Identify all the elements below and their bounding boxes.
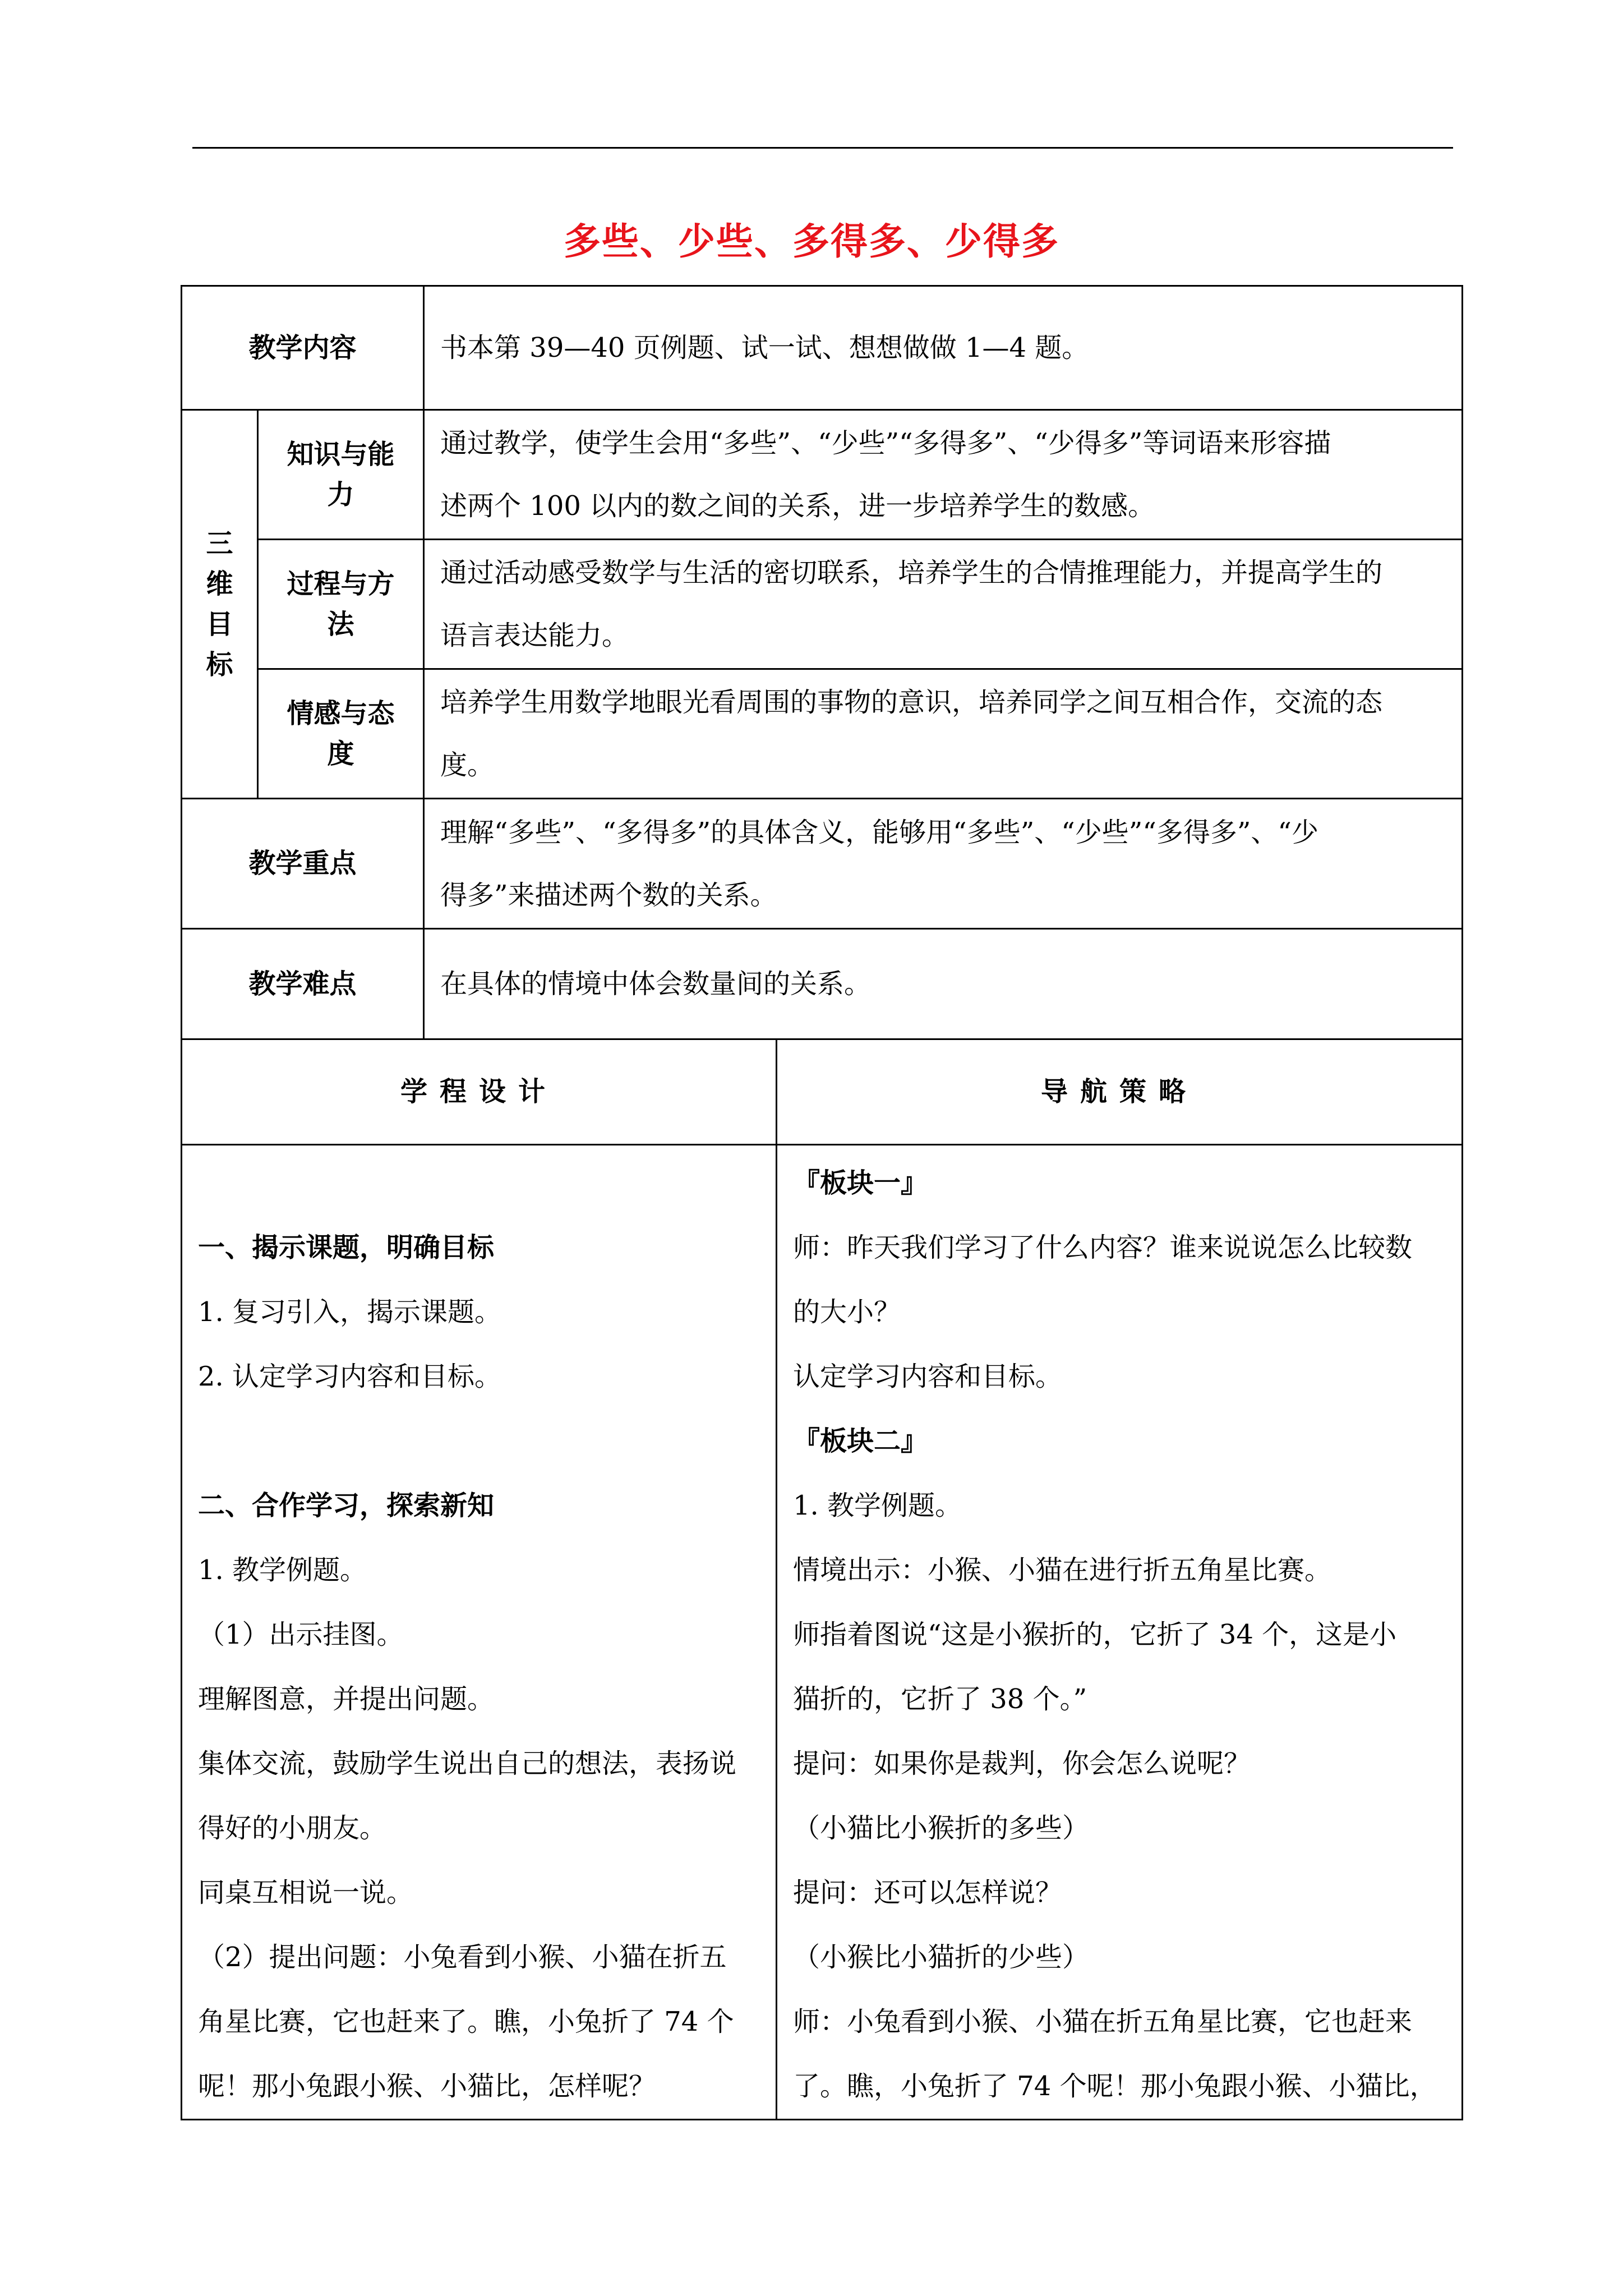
- difficulty-label: 教学难点: [182, 929, 424, 1039]
- text-line: 师：昨天我们学习了什么内容？谁来说说怎么比较数: [793, 1232, 1413, 1263]
- section-heading: 二、合作学习，探索新知: [198, 1490, 495, 1521]
- block-heading: 『板块一』: [793, 1167, 928, 1199]
- text-line: （小猴比小猫折的少些）: [793, 1941, 1090, 1973]
- text-line: 1. 复习引入，揭示课题。: [198, 1296, 502, 1328]
- text-line: 提问：还可以怎样说？: [793, 1877, 1063, 1908]
- text-line: 猫折的，它折了 38 个。”: [793, 1683, 1087, 1715]
- goal-row-knowledge: [182, 410, 1463, 540]
- content-row: [182, 286, 1463, 410]
- goal-row-process: [182, 540, 1463, 669]
- goals-label: [182, 410, 258, 799]
- text-line: 师：小兔看到小猴、小猫在折五角星比赛，它也赶来: [793, 2006, 1413, 2037]
- text-line: 通过教学，使学生会用“多些”、“少些”“多得多”、“少得多”等词语来形容描: [440, 427, 1331, 459]
- text-line: 理解图意，并提出问题。: [198, 1683, 495, 1715]
- design-body-row: [182, 1145, 1463, 2120]
- text-line: 同桌互相说一说。: [198, 1877, 414, 1908]
- navigation-strategy-column: [777, 1145, 1463, 2120]
- difficulty-text: 在具体的情境中体会数量间的关系。: [424, 929, 1463, 1039]
- goal-label-line: 知识与能: [287, 439, 395, 470]
- goal-text-knowledge: [424, 410, 1463, 540]
- document-title: 多些、少些、多得多、少得多: [564, 219, 1059, 263]
- text-line: 情境出示：小猴、小猫在进行折五角星比赛。: [793, 1554, 1332, 1586]
- blank-line: [198, 1409, 760, 1474]
- goal-label-line: 力: [327, 479, 354, 510]
- goal-label-knowledge: [258, 410, 424, 540]
- text-line: 得好的小朋友。: [198, 1812, 387, 1844]
- text-line: （1）出示挂图。: [198, 1619, 404, 1650]
- text-line: 角星比赛，它也赶来了。瞧，小兔折了 74 个: [198, 2006, 734, 2037]
- goals-label-char: 目: [206, 609, 233, 640]
- learning-design-header: 学程设计: [182, 1039, 777, 1145]
- text-line: 培养学生用数学地眼光看周围的事物的意识，培养同学之间互相合作，交流的态: [440, 687, 1383, 718]
- design-header-row: [182, 1039, 1463, 1145]
- text-line: （2）提出问题：小兔看到小猴、小猫在折五: [198, 1941, 727, 1973]
- text-line: 理解“多些”、“多得多”的具体含义，能够用“多些”、“少些”“多得多”、“少: [440, 816, 1318, 848]
- lesson-info-table: [181, 285, 1463, 1040]
- text-line: 述两个 100 以内的数之间的关系，进一步培养学生的数感。: [440, 490, 1155, 522]
- goals-label-char: 维: [206, 568, 233, 600]
- section-heading: 一、揭示课题，明确目标: [198, 1232, 495, 1263]
- goal-label-line: 情感与态: [287, 698, 395, 729]
- key-point-label: 教学重点: [182, 799, 424, 929]
- goal-text-attitude: [424, 669, 1463, 799]
- text-line: （小猫比小猴折的多些）: [793, 1812, 1090, 1844]
- key-point-text: [424, 799, 1463, 929]
- text-line: 了。瞧，小兔折了 74 个呢！那小兔跟小猴、小猫比，: [793, 2070, 1437, 2102]
- text-line: 通过活动感受数学与生活的密切联系，培养学生的合情推理能力，并提高学生的: [440, 557, 1383, 588]
- difficulty-row: [182, 929, 1463, 1039]
- goal-text-process: [424, 540, 1463, 669]
- text-line: 提问：如果你是裁判，你会怎么说呢？: [793, 1748, 1251, 1779]
- lesson-design-table: [181, 1038, 1463, 2120]
- text-line: 2. 认定学习内容和目标。: [198, 1361, 502, 1392]
- navigation-strategy-header: 导航策略: [777, 1039, 1463, 1145]
- block-heading: 『板块二』: [793, 1425, 928, 1457]
- goals-label-char: 标: [206, 649, 233, 680]
- goal-label-line: 度: [327, 738, 354, 770]
- goal-row-attitude: [182, 669, 1463, 799]
- text-line: 得多”来描述两个数的关系。: [440, 879, 777, 911]
- text-line: 1. 教学例题。: [793, 1490, 962, 1521]
- text-line: 认定学习内容和目标。: [793, 1361, 1063, 1392]
- header-rule: [192, 147, 1453, 149]
- text-line: 度。: [440, 749, 495, 781]
- goal-label-process: [258, 540, 424, 669]
- text-line: 集体交流，鼓励学生说出自己的想法，表扬说: [198, 1748, 737, 1779]
- text-line: 师指着图说“这是小猴折的，它折了 34 个，这是小: [793, 1619, 1397, 1650]
- blank-line: [198, 1151, 760, 1216]
- goal-label-line: 法: [327, 609, 354, 640]
- content-text: 书本第 39—40 页例题、试一试、想想做做 1—4 题。: [424, 286, 1463, 410]
- goals-label-char: 三: [206, 528, 233, 559]
- goal-label-line: 过程与方: [287, 568, 395, 600]
- learning-design-column: [182, 1145, 777, 2120]
- text-line: 语言表达能力。: [440, 620, 629, 651]
- key-point-row: [182, 799, 1463, 929]
- goal-label-attitude: [258, 669, 424, 799]
- text-line: 的大小？: [793, 1296, 901, 1328]
- text-line: 呢！那小兔跟小猴、小猫比，怎样呢？: [198, 2070, 656, 2102]
- text-line: 1. 教学例题。: [198, 1554, 367, 1586]
- content-label: 教学内容: [182, 286, 424, 410]
